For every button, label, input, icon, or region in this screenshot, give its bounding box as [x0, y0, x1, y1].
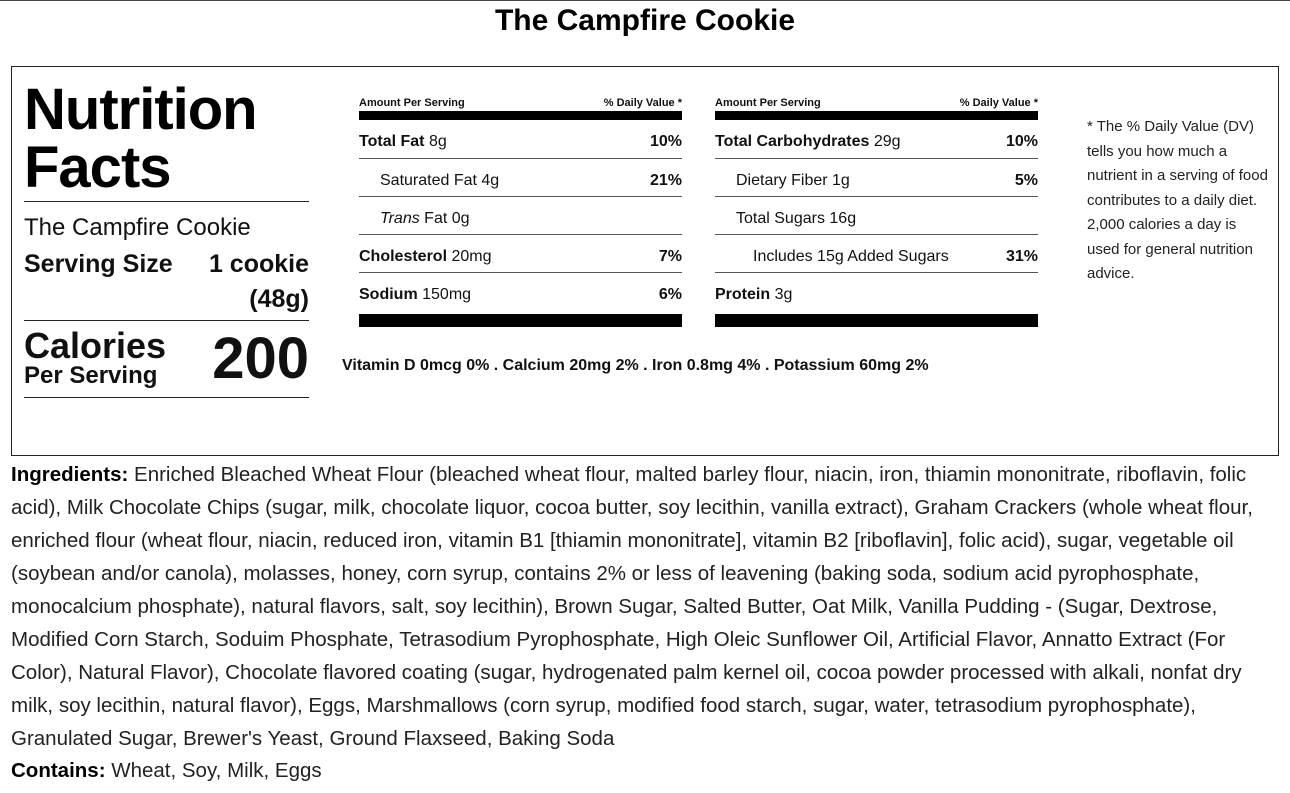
nutrient-name: Trans: [380, 209, 420, 227]
nutrient-amount: 16g: [829, 209, 857, 227]
serving-size-value: 1 cookie: [208, 250, 309, 278]
serving-size-row: [24, 250, 309, 279]
nutrient-row-total-sugars: [715, 196, 1038, 234]
page-title: The Campfire Cookie: [494, 4, 796, 37]
nutrient-name: Cholesterol: [359, 247, 448, 265]
serving-size-label: Serving Size: [24, 250, 173, 278]
nutrient-dv: 7%: [658, 247, 682, 265]
heading-line-2: Facts: [24, 135, 171, 200]
nutrient-row-total-fat: [359, 120, 682, 158]
nutrient-amount: 3g: [774, 285, 793, 303]
amount-header: Amount Per Serving: [715, 97, 821, 109]
amount-header: Amount Per Serving: [359, 97, 465, 109]
nutrient-name: Saturated Fat: [380, 171, 477, 189]
nutrient-table-right: [715, 97, 1038, 327]
daily-value-footnote: * The % Daily Value (DV) tells you how much a nutrient in a serving of food contributes to a daily diet. 2,000 calories a day is used for general nutrition advice.: [1087, 118, 1268, 282]
nutrient-dv: 6%: [658, 285, 682, 303]
calories-label-sub: Per Serving: [24, 362, 158, 389]
thick-divider: [715, 314, 1038, 327]
calories-label: [24, 325, 167, 389]
nutrient-dv: 21%: [649, 171, 682, 189]
product-name: The Campfire Cookie: [24, 214, 251, 241]
nutrition-summary: [24, 77, 309, 398]
nutrient-name: Total Carbohydrates: [715, 133, 870, 150]
nutrient-dv: 5%: [1014, 171, 1038, 189]
ingredients-label: Ingredients:: [11, 463, 129, 486]
nutrient-name: Dietary Fiber: [736, 171, 828, 189]
vitamins-minerals-line: Vitamin D 0mcg 0% . Calcium 20mg 2% . Iron 0.8mg 4% . Potassium 60mg 2%: [342, 357, 929, 374]
nutrient-name: Includes 15g Added Sugars: [753, 247, 949, 265]
nutrient-row-added-sugars: [715, 234, 1038, 272]
calories-label-main: Calories: [24, 325, 167, 366]
nutrient-table-left: [359, 97, 682, 327]
thick-divider: [359, 314, 682, 327]
nutrition-label: [11, 66, 1279, 456]
nutrient-row-cholesterol: [359, 234, 682, 272]
nutrient-dv: 31%: [1005, 247, 1038, 265]
nutrient-row-total-carbohydrates: [715, 120, 1038, 158]
nutrient-amount: 8g: [428, 133, 447, 150]
nutrient-amount: 150mg: [422, 285, 472, 303]
nutrient-amount: 0g: [451, 209, 470, 227]
nutrient-amount: 4g: [481, 171, 500, 189]
nutrient-name: Total Fat: [359, 133, 425, 150]
calories-value: 200: [212, 326, 309, 391]
nutrient-name-rest: Fat: [424, 209, 448, 227]
nutrient-amount: 20mg: [451, 247, 492, 265]
nutrient-row-dietary-fiber: [715, 158, 1038, 196]
table-header: [715, 97, 1038, 111]
nutrient-dv: 10%: [1005, 133, 1038, 150]
allergens-section: [11, 754, 1283, 787]
contains-label: Contains:: [11, 759, 106, 782]
nutrient-row-saturated-fat: [359, 158, 682, 196]
calories-row: [24, 325, 309, 391]
nutrient-row-sodium: [359, 272, 682, 310]
ingredients-section: [11, 458, 1283, 755]
nutrient-name: Protein: [715, 285, 771, 303]
nutrition-facts-heading: [24, 77, 309, 200]
serving-size-grams: (48g): [249, 285, 309, 313]
ingredients-text: Enriched Bleached Wheat Flour (bleached wheat flour, malted barley flour, niacin, iron, thiamin mononitrate, riboflavin, folic acid), Milk Chocolate Chips (sugar, milk, chocolate liquor, cocoa butter, soy lecithin, vanilla extract), Graham Crackers (whole wheat flour, enriched flour (wheat flour, niacin, reduced iron, vitamin B1 [thiamin mononitrate], vitamin B2 [riboflavin], folic acid), sugar, vegetable oil (soybean and/or canola), molasses, honey, corn syrup, contains 2% or less of leavening (baking soda, sodium acid pyrophosphate, monocalcium phosphate), natural flavors, salt, soy lecithin), Brown Sugar, Salted Butter, Oat Milk, Vanilla Pudding - (Sugar, Dextrose, Modified Corn Starch, Soduim Phosphate, Tetrasodium Pyrophosphate, High Oleic Sunflower Oil, Artificial Flavor, Annatto Extract (For Color), Natural Flavor), Chocolate flavored coating (sugar, hydrogenated palm kernel oil, cocoa powder processed with alkali, nonfat dry milk, soy lecithin, natural flavor), Eggs, Marshmallows (corn syrup, modified food starch, sugar, water, tetrasodium pyrophosphate), Granulated Sugar, Brewer's Yeast, Ground Flaxseed, Baking Soda: [11, 463, 1253, 750]
nutrient-amount: 29g: [873, 133, 901, 150]
divider: [24, 397, 309, 398]
dv-header: % Daily Value *: [959, 97, 1038, 109]
thick-divider: [359, 111, 682, 120]
nutrient-amount: 1g: [832, 171, 850, 189]
table-header: [359, 97, 682, 111]
contains-text: Wheat, Soy, Milk, Eggs: [111, 759, 322, 782]
nutrient-name: Total Sugars: [736, 209, 825, 227]
divider: [24, 201, 309, 202]
divider: [24, 320, 309, 321]
nutrient-dv: 10%: [649, 133, 682, 150]
top-divider: [0, 0, 1290, 1]
nutrient-row-trans-fat: [359, 196, 682, 234]
heading-line-1: Nutrition: [24, 77, 257, 142]
thick-divider: [715, 111, 1038, 120]
dv-header: % Daily Value *: [603, 97, 682, 109]
nutrient-name: Sodium: [359, 285, 418, 303]
nutrient-row-protein: [715, 272, 1038, 310]
